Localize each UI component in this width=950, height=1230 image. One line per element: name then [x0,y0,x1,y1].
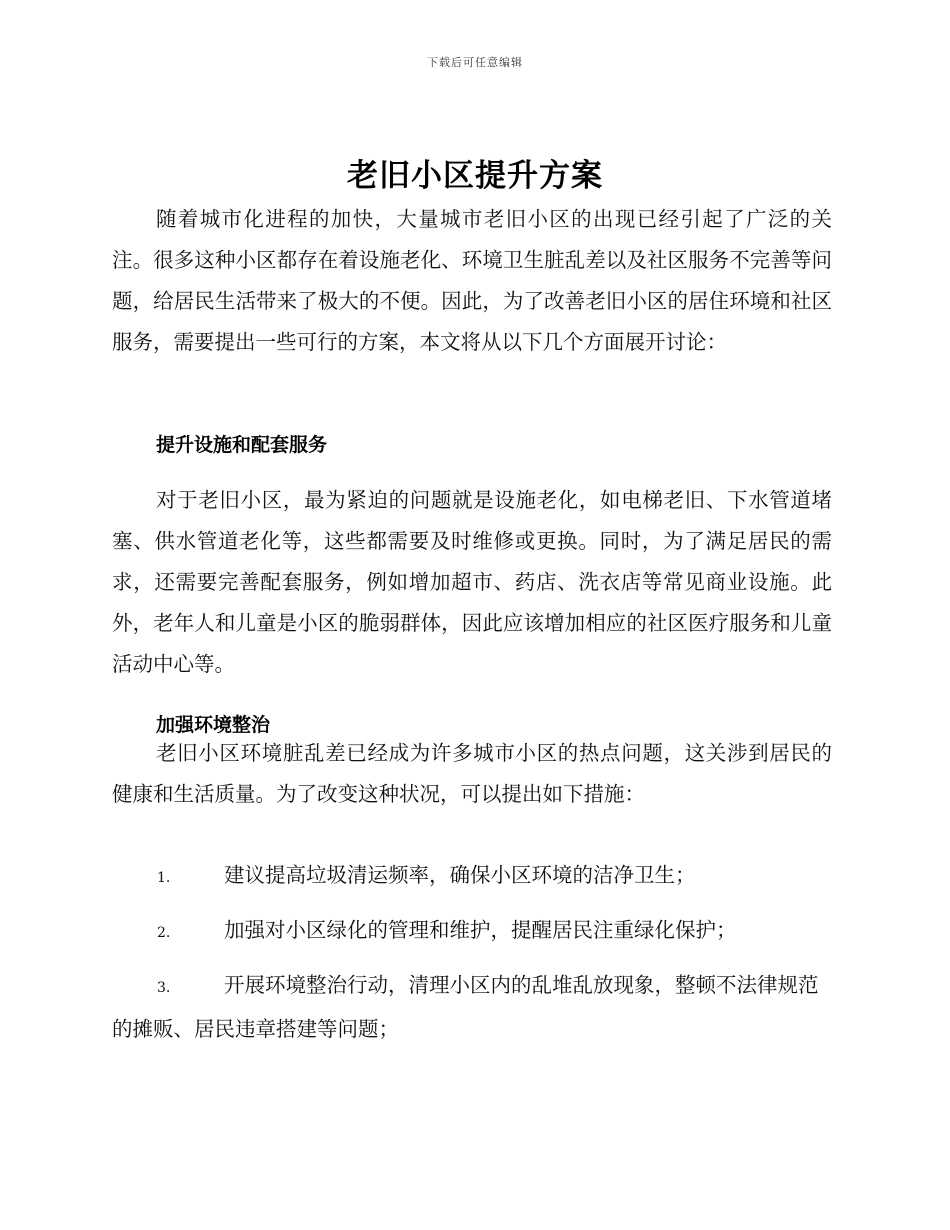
list-item-text: 加强对小区绿化的管理和维护，提醒居民注重绿化保护； [224,918,737,942]
section-heading-environment: 加强环境整治 [156,714,271,736]
list-item [112,965,832,1050]
list-item-text: 开展环境整治行动，清理小区内的乱堆乱放现象，整顿不法律规范的摊贩、居民违章搭建等问题； [112,973,819,1041]
facilities-paragraph: 对于老旧小区，最为紧迫的问题就是设施老化，如电梯老旧、下水管道堵塞、供水管道老化等，这些都需要及时维修或更换。同时，为了满足居民的需求，还需要完善配套服务，例如增加超市、药店、洗衣店等常见商业设施。此外，老年人和儿童是小区的脆弱群体，因此应该增加相应的社区医疗服务和儿童活动中心等。 [112,488,832,676]
header-note: 下载后可任意编辑 [427,56,523,69]
section-heading-facilities: 提升设施和配套服务 [156,434,328,456]
list-item-text: 建议提高垃圾清运频率，确保小区环境的洁净卫生； [224,863,696,887]
environment-paragraph: 老旧小区环境脏乱差已经成为许多城市小区的热点问题，这关涉到居民的健康和生活质量。为了改变这种状况，可以提出如下措施： [112,741,832,806]
list-item-number: 1. [157,870,171,886]
list-item-number: 3. [157,980,171,996]
document-title: 老旧小区提升方案 [347,158,603,194]
list-item [112,910,832,954]
intro-paragraph: 随着城市化进程的加快，大量城市老旧小区的出现已经引起了广泛的关注。很多这种小区都存在着设施老化、环境卫生脏乱差以及社区服务不完善等问题，给居民生活带来了极大的不便。因此，为了改善老旧小区的居住环境和社区服务，需要提出一些可行的方案，本文将从以下几个方面展开讨论： [112,207,832,354]
list-item [112,855,832,899]
list-item-number: 2. [157,925,171,941]
